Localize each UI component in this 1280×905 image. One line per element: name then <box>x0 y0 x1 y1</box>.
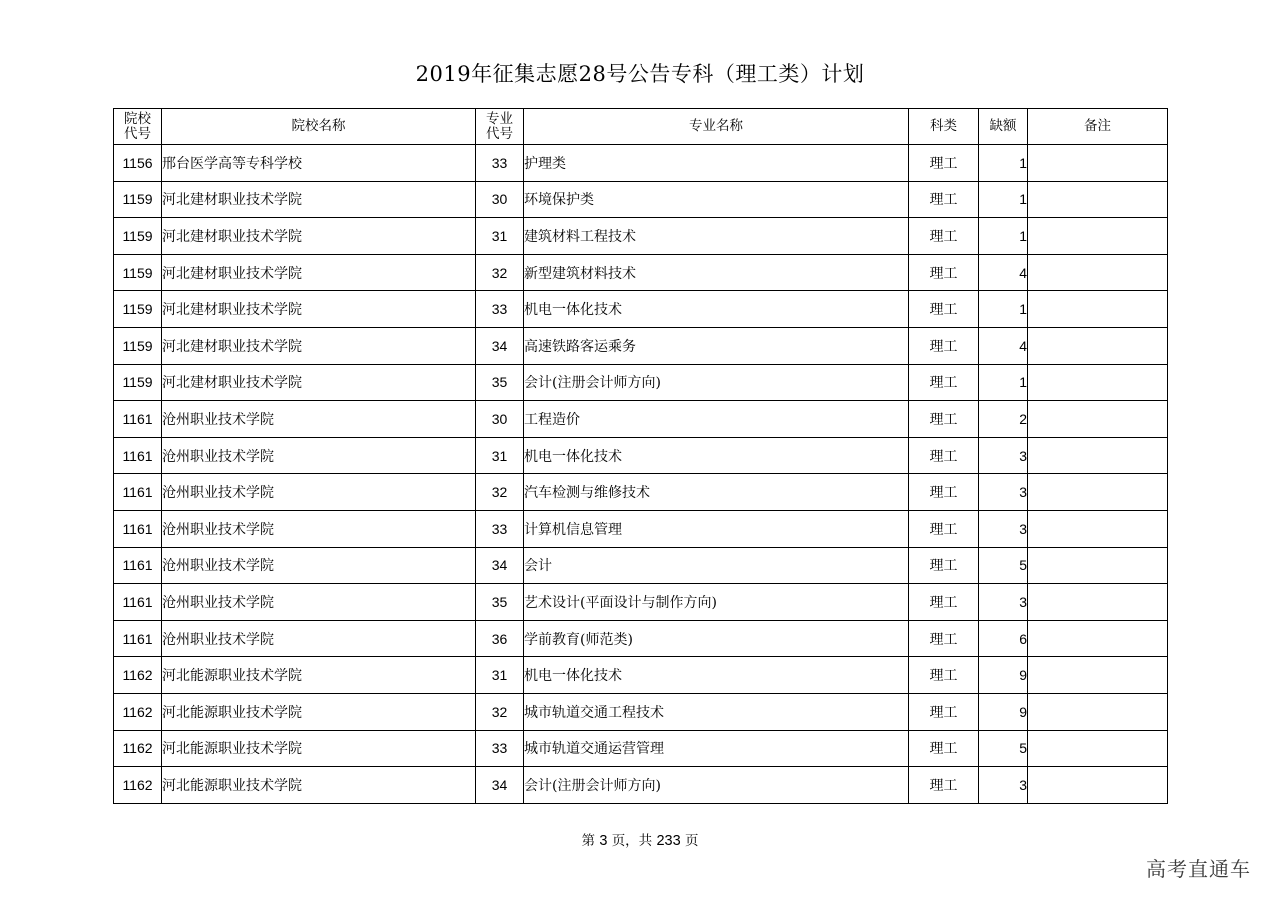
cell-school-name: 邢台医学高等专科学校 <box>162 145 476 182</box>
header-quota: 缺额 <box>979 109 1028 145</box>
table-row <box>114 181 1168 218</box>
cell-school-code: 1159 <box>114 291 162 328</box>
cell-school-code: 1162 <box>114 657 162 694</box>
cell-category: 理工 <box>909 730 979 767</box>
cell-school-name: 河北建材职业技术学院 <box>162 364 476 401</box>
cell-school-name: 沧州职业技术学院 <box>162 437 476 474</box>
cell-remark <box>1028 547 1168 584</box>
page-footer: 第 3 页，共 233 页 <box>581 833 699 849</box>
cell-category: 理工 <box>909 291 979 328</box>
cell-school-code: 1159 <box>114 181 162 218</box>
cell-remark <box>1028 693 1168 730</box>
cell-remark <box>1028 510 1168 547</box>
cell-major-code: 33 <box>476 145 524 182</box>
cell-quota: 9 <box>979 657 1028 694</box>
cell-major-name: 建筑材料工程技术 <box>524 218 909 255</box>
cell-category: 理工 <box>909 693 979 730</box>
table-row <box>114 584 1168 621</box>
cell-category: 理工 <box>909 145 979 182</box>
cell-major-code: 34 <box>476 547 524 584</box>
cell-quota: 4 <box>979 327 1028 364</box>
cell-major-code: 30 <box>476 401 524 438</box>
cell-quota: 1 <box>979 181 1028 218</box>
cell-school-code: 1162 <box>114 693 162 730</box>
table-body <box>114 145 1168 804</box>
cell-major-name: 城市轨道交通工程技术 <box>524 693 909 730</box>
cell-school-name: 河北能源职业技术学院 <box>162 767 476 804</box>
cell-remark <box>1028 584 1168 621</box>
cell-major-name: 会计(注册会计师方向) <box>524 767 909 804</box>
cell-quota: 1 <box>979 218 1028 255</box>
cell-category: 理工 <box>909 218 979 255</box>
cell-school-name: 沧州职业技术学院 <box>162 620 476 657</box>
cell-major-code: 32 <box>476 254 524 291</box>
cell-major-code: 36 <box>476 620 524 657</box>
table-row <box>114 145 1168 182</box>
cell-remark <box>1028 474 1168 511</box>
cell-school-name: 河北建材职业技术学院 <box>162 181 476 218</box>
cell-major-name: 机电一体化技术 <box>524 657 909 694</box>
cell-remark <box>1028 364 1168 401</box>
cell-remark <box>1028 730 1168 767</box>
cell-school-name: 河北建材职业技术学院 <box>162 218 476 255</box>
cell-major-code: 31 <box>476 437 524 474</box>
table-row <box>114 730 1168 767</box>
cell-school-code: 1161 <box>114 620 162 657</box>
cell-remark <box>1028 620 1168 657</box>
cell-quota: 1 <box>979 291 1028 328</box>
cell-school-code: 1159 <box>114 327 162 364</box>
table-row <box>114 657 1168 694</box>
cell-category: 理工 <box>909 547 979 584</box>
cell-category: 理工 <box>909 657 979 694</box>
cell-major-code: 33 <box>476 291 524 328</box>
table-row <box>114 474 1168 511</box>
cell-category: 理工 <box>909 364 979 401</box>
cell-remark <box>1028 657 1168 694</box>
cell-school-code: 1159 <box>114 364 162 401</box>
cell-major-name: 汽车检测与维修技术 <box>524 474 909 511</box>
cell-remark <box>1028 767 1168 804</box>
cell-school-code: 1162 <box>114 730 162 767</box>
cell-major-code: 35 <box>476 584 524 621</box>
cell-major-code: 31 <box>476 657 524 694</box>
cell-remark <box>1028 145 1168 182</box>
watermark-logo: 高考直通车 <box>1146 857 1251 881</box>
cell-quota: 3 <box>979 767 1028 804</box>
cell-school-code: 1162 <box>114 767 162 804</box>
cell-quota: 1 <box>979 145 1028 182</box>
cell-school-name: 沧州职业技术学院 <box>162 547 476 584</box>
cell-school-code: 1156 <box>114 145 162 182</box>
table-row <box>114 620 1168 657</box>
cell-category: 理工 <box>909 254 979 291</box>
cell-remark <box>1028 401 1168 438</box>
cell-quota: 3 <box>979 437 1028 474</box>
cell-major-code: 30 <box>476 181 524 218</box>
cell-quota: 9 <box>979 693 1028 730</box>
cell-school-code: 1159 <box>114 254 162 291</box>
cell-quota: 1 <box>979 364 1028 401</box>
cell-remark <box>1028 437 1168 474</box>
cell-remark <box>1028 291 1168 328</box>
cell-major-name: 机电一体化技术 <box>524 437 909 474</box>
cell-quota: 6 <box>979 620 1028 657</box>
table-row <box>114 547 1168 584</box>
cell-category: 理工 <box>909 437 979 474</box>
cell-category: 理工 <box>909 327 979 364</box>
cell-school-name: 河北建材职业技术学院 <box>162 254 476 291</box>
cell-category: 理工 <box>909 767 979 804</box>
cell-school-code: 1161 <box>114 510 162 547</box>
header-major-name: 专业名称 <box>524 109 909 145</box>
header-school-name: 院校名称 <box>162 109 476 145</box>
cell-quota: 3 <box>979 584 1028 621</box>
cell-category: 理工 <box>909 181 979 218</box>
cell-major-code: 31 <box>476 218 524 255</box>
cell-quota: 5 <box>979 730 1028 767</box>
cell-major-name: 艺术设计(平面设计与制作方向) <box>524 584 909 621</box>
table-header-row <box>114 109 1168 145</box>
header-category: 科类 <box>909 109 979 145</box>
cell-school-name: 河北能源职业技术学院 <box>162 657 476 694</box>
page-number: 3 <box>599 833 608 849</box>
cell-school-name: 河北能源职业技术学院 <box>162 693 476 730</box>
cell-category: 理工 <box>909 584 979 621</box>
cell-major-code: 32 <box>476 474 524 511</box>
cell-major-name: 机电一体化技术 <box>524 291 909 328</box>
cell-school-code: 1161 <box>114 547 162 584</box>
page-title: 2019年征集志愿28号公告专科（理工类）计划 <box>415 62 865 86</box>
admission-plan-table <box>113 108 1168 804</box>
cell-major-code: 34 <box>476 767 524 804</box>
cell-school-code: 1161 <box>114 401 162 438</box>
cell-quota: 3 <box>979 474 1028 511</box>
cell-school-name: 沧州职业技术学院 <box>162 401 476 438</box>
table-row <box>114 218 1168 255</box>
cell-school-name: 沧州职业技术学院 <box>162 510 476 547</box>
cell-school-name: 沧州职业技术学院 <box>162 584 476 621</box>
table-row <box>114 437 1168 474</box>
cell-major-name: 会计(注册会计师方向) <box>524 364 909 401</box>
cell-school-name: 河北建材职业技术学院 <box>162 327 476 364</box>
cell-category: 理工 <box>909 620 979 657</box>
cell-school-code: 1159 <box>114 218 162 255</box>
cell-major-name: 学前教育(师范类) <box>524 620 909 657</box>
cell-school-code: 1161 <box>114 437 162 474</box>
cell-remark <box>1028 218 1168 255</box>
cell-quota: 4 <box>979 254 1028 291</box>
cell-major-name: 新型建筑材料技术 <box>524 254 909 291</box>
cell-category: 理工 <box>909 474 979 511</box>
table-row <box>114 291 1168 328</box>
cell-school-code: 1161 <box>114 474 162 511</box>
table-row <box>114 693 1168 730</box>
header-major-code: 专业 代号 <box>476 109 524 145</box>
cell-category: 理工 <box>909 510 979 547</box>
cell-school-name: 河北能源职业技术学院 <box>162 730 476 767</box>
table-row <box>114 767 1168 804</box>
cell-major-name: 城市轨道交通运营管理 <box>524 730 909 767</box>
cell-major-name: 护理类 <box>524 145 909 182</box>
cell-major-code: 33 <box>476 510 524 547</box>
table-row <box>114 254 1168 291</box>
table-row <box>114 401 1168 438</box>
cell-major-code: 34 <box>476 327 524 364</box>
cell-major-code: 33 <box>476 730 524 767</box>
cell-major-name: 高速铁路客运乘务 <box>524 327 909 364</box>
cell-school-code: 1161 <box>114 584 162 621</box>
cell-remark <box>1028 327 1168 364</box>
cell-remark <box>1028 181 1168 218</box>
cell-quota: 5 <box>979 547 1028 584</box>
total-pages: 233 <box>656 833 681 849</box>
header-remark: 备注 <box>1028 109 1168 145</box>
cell-remark <box>1028 254 1168 291</box>
cell-major-code: 35 <box>476 364 524 401</box>
table-row <box>114 510 1168 547</box>
table-row <box>114 364 1168 401</box>
cell-quota: 2 <box>979 401 1028 438</box>
cell-school-name: 沧州职业技术学院 <box>162 474 476 511</box>
cell-major-name: 会计 <box>524 547 909 584</box>
cell-category: 理工 <box>909 401 979 438</box>
cell-major-name: 工程造价 <box>524 401 909 438</box>
header-school-code: 院校 代号 <box>114 109 162 145</box>
cell-major-name: 环境保护类 <box>524 181 909 218</box>
cell-quota: 3 <box>979 510 1028 547</box>
cell-school-name: 河北建材职业技术学院 <box>162 291 476 328</box>
cell-major-code: 32 <box>476 693 524 730</box>
table-row <box>114 327 1168 364</box>
cell-major-name: 计算机信息管理 <box>524 510 909 547</box>
